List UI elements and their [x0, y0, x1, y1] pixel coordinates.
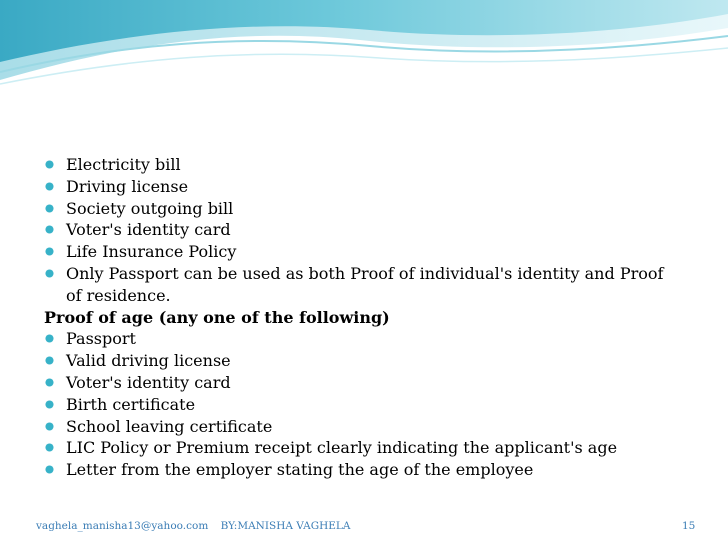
- bullet-icon: [45, 204, 54, 213]
- list-item-text: Society outgoing bill: [66, 198, 234, 218]
- list-item-text: Electricity bill: [66, 155, 181, 174]
- bullet-icon: [45, 182, 54, 191]
- list-item: [44, 350, 684, 372]
- slide-content: [44, 154, 684, 481]
- bullet-icon: [45, 334, 54, 343]
- bullet-icon: [45, 378, 54, 387]
- bullet-icon: [45, 356, 54, 365]
- list-item-text: Passport: [66, 329, 136, 349]
- list-item-text: School leaving certificate: [66, 416, 273, 436]
- bullet-icon: [45, 225, 54, 234]
- list-item: [44, 241, 684, 263]
- list-item-text: Voter's identity card: [66, 220, 231, 240]
- list-item: [44, 372, 684, 394]
- section-heading: Proof of age (any one of the following): [44, 307, 390, 327]
- footer: [36, 520, 351, 532]
- bullet-icon: [45, 400, 54, 409]
- list-item: [44, 328, 684, 350]
- footer-email: vaghela_manisha13@yahoo.com: [36, 520, 209, 532]
- list-item-text: Driving license: [66, 176, 189, 196]
- page-number: 15: [682, 520, 696, 532]
- list-item-text: LIC Policy or Premium receipt clearly indicating the applicant's age: [66, 438, 618, 458]
- list-item: [44, 219, 684, 241]
- list-item: [44, 176, 684, 198]
- list-item-text: Birth certificate: [66, 394, 196, 414]
- list-item: [44, 416, 684, 438]
- list-item: [44, 198, 684, 220]
- list-item: [44, 263, 684, 307]
- list-item-text: Life Insurance Policy: [66, 242, 237, 262]
- list-item: [44, 459, 684, 481]
- header-wave-decoration: [0, 0, 728, 90]
- bullet-icon: [45, 422, 54, 431]
- bullet-icon: [45, 443, 54, 452]
- list-item-text: Only Passport can be used as both Proof of individual's identity and Proof of residence.: [66, 263, 664, 305]
- bullet-icon: [45, 160, 54, 169]
- list-item: [44, 394, 684, 416]
- footer-author: BY:MANISHA VAGHELA: [220, 520, 351, 532]
- bullet-icon: [45, 269, 54, 278]
- list-item-text: Voter's identity card: [66, 372, 231, 392]
- list-item: [44, 154, 684, 176]
- list-item-text: Letter from the employer stating the age of the employee: [66, 460, 534, 480]
- list-item-text: Valid driving license: [66, 351, 231, 371]
- bullet-icon: [45, 247, 54, 256]
- bullet-icon: [45, 465, 54, 474]
- list-item: [44, 437, 684, 459]
